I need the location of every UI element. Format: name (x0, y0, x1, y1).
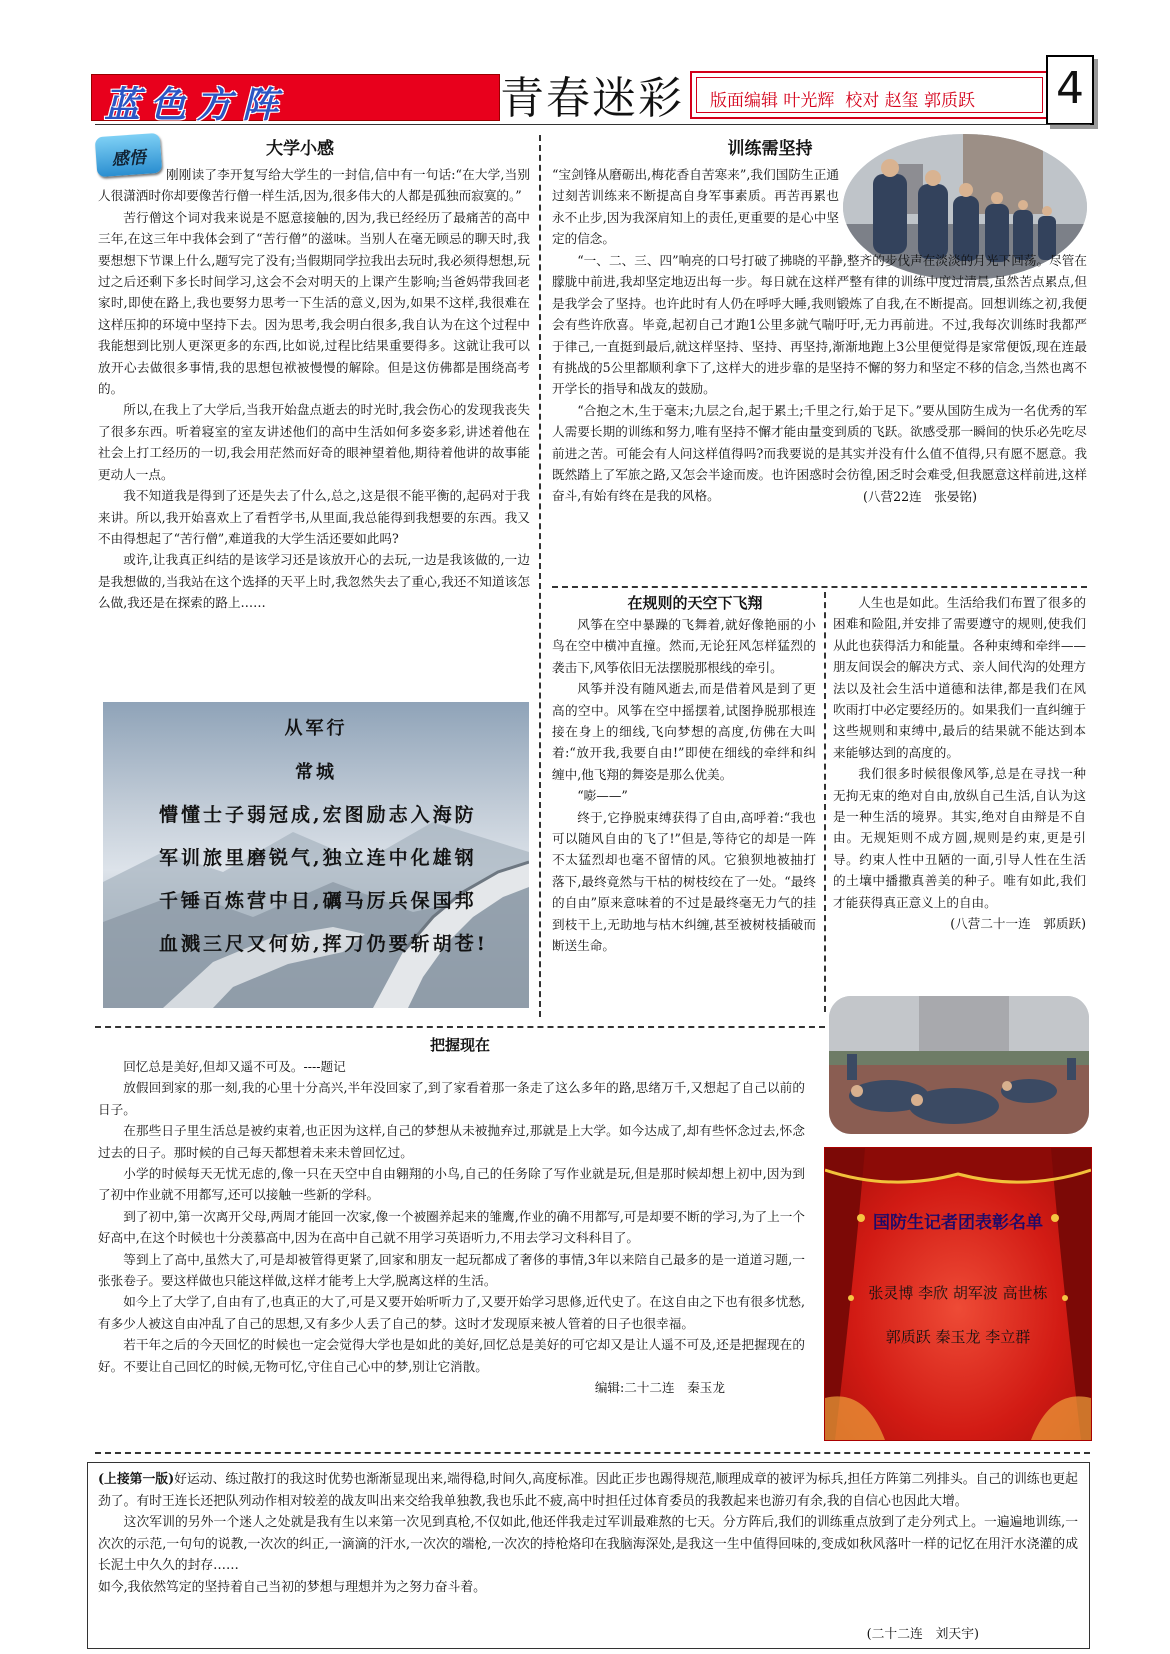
article1-title: 大学小感 (266, 139, 334, 159)
paragraph: 我们很多时候很像风筝,总是在寻找一种无拘无束的绝对自由,放纵自己生活,自认为这是一种生活的境界。其实,绝对自由辩是不自由。无规矩则不成方圆,规则是约束,更是引导。约束人性中丑陋的一面,引导人性在生活的土壤中播撒真善美的种子。唯有如此,我们才能获得真正意义上的自由。 (833, 766, 1086, 910)
paragraph: 人生也是如此。生活给我们布置了很多的困难和险阻,并安排了需要遵守的规则,使我们从此也获得活力和能量。各种束缚和牵绊——朋友间误会的解决方式、亲人间代沟的处理方法以及社会生活中道德和法律,都是我们在风吹雨打中必定要经历的。如果我们一直纠缠于这些规则和束缚中,最后的结果就不能达到本来能够达到的高度的。 (833, 595, 1086, 760)
article4-title: 把握现在 (429, 1036, 490, 1054)
section-divider (552, 586, 1087, 588)
paragraph: 如今上了大学了,自由有了,也真正的大了,可是又要开始听听力了,又要开始学习思修,近代史了。在这自由之下也有很多忧愁,有多少人被这自由冲乱了自己的思想,又有多少人丢了自己的梦。这时才发现原来被人管着的日子也很幸福。 (98, 1294, 805, 1331)
article3-col2 (833, 592, 1086, 935)
page-number: 4 (1056, 63, 1084, 114)
header-credits-box (690, 71, 1049, 119)
paragraph: 刚刚读了李开复写给大学生的一封信,信中有一句话:“在大学,当别人很潇洒时你却要像苦行僧一样生活,因为,很多伟大的人都是孤独而寂寞的。” (98, 167, 530, 204)
section-divider (95, 1452, 1090, 1454)
paragraph: 在那些日子里生活总是被约束着,也正因为这样,自己的梦想从未被抛弃过,那就是上大学。如今达成了,却有些怀念过去,怀念过去的日子。那时候的自己每天都想着未来未曾回忆过。 (98, 1123, 805, 1160)
paragraph: 终于,它挣脱束缚获得了自由,高呼着:“我也可以随风自由的飞了!”但是,等待它的却是一阵不太猛烈却也毫不留情的风。它狼狈地被抽打落下,最终竟然与干枯的树枝绞在了一处。“最终的自由”原来意味着的不过是最终毫无力气的挂到枝干上,无助地与枯木纠缠,甚至被树枝插破而断送生命。 (552, 809, 816, 954)
article3-title: 在规则的天空下飞翔 (627, 594, 763, 612)
paragraph: 小学的时候每天无忧无虑的,像一只在天空中自由翱翔的小鸟,自己的任务除了写作业就是玩,但是那时候却想上初中,因为到了初中作业就不用都写,还可以接触一些新的学科。 (98, 1166, 805, 1203)
poem-author: 常城 (295, 762, 337, 783)
paragraph: 或许,让我真正纠结的是该学习还是该放开心的去玩,一边是我该做的,一边是我想做的,当我站在这个选择的天平上时,我忽然失去了重心,我还不知道该怎么做,我还是在探索的路上…… (98, 552, 530, 611)
poem-title: 从军行 (284, 718, 348, 739)
continued-body (98, 1469, 1078, 1599)
exercise-photo (829, 996, 1089, 1134)
poem-line: 懵懂士子弱冠成,宏图励志入海防 (159, 804, 477, 826)
article2-body (552, 250, 1087, 507)
paragraph: (上接第一版)好运动、练过散打的我这时优势也渐渐显现出来,端得稳,时间久,高度标准。因此正步也踢得规范,顺理成章的被评为标兵,担任方阵第二列排头。自己的训练也更起劲了。有时王连长还把队列动作相对较差的战友叫出来交给我单独教,我也乐此不疲,高中时担任过体育委员的我教起来也游刃有余,我的自信心也因此大增。 (98, 1472, 1078, 1509)
paragraph: 等到上了高中,虽然大了,可是却被管得更紧了,回家和朋友一起玩都成了奢侈的事情,3年以来陪自己最多的是一道道习题,一张张卷子。要这样做也只能这样做,这样才能考上大学,脱离这样的生活。 (98, 1251, 805, 1289)
paragraph: “宝剑锋从磨砺出,梅花香自苦寒来”,我们国防生正通过刻苦训练来不断提高自身军事素质。再苦再累也永不止步,因为我深肩知上的责任,更重要的是心中坚定的信念。 (552, 167, 839, 247)
paragraph: 所以,在我上了大学后,当我开始盘点逝去的时光时,我会伤心的发现我丧失了很多东西。听着寝室的室友讲述他们的高中生活如何多姿多彩,讲述着他在社会上打工经历的一切,我会用茫然而好奇的眼神望着他,期待着他讲的故事能更动人一点。 (98, 402, 530, 482)
honor-title: 国防生记者团表彰名单 (873, 1213, 1043, 1233)
paragraph: 若干年之后的今天回忆的时候也一定会觉得大学也是如此的美好,回忆总是美好的可它却又是让人遥不可及,还是把握现在的好。不要让自己回忆的时候,无物可忆,守住自己心中的梦,别让它消散。 (98, 1337, 805, 1374)
header-left-banner (91, 74, 500, 126)
paragraph: 放假回到家的那一刻,我的心里十分高兴,半年没回家了,到了家看着那一条走了这么多年的路,思绪万千,又想起了自己以前的日子。 (98, 1080, 805, 1117)
paragraph: 这次军训的另外一个迷人之处就是我有生以来第一次见到真枪,不仅如此,他还伴我走过军训最难熬的七天。分方阵后,我们的训练重点放到了走分列式上。一遍遍地训练,一次次的示范,一句句的说教,一次次的纠正,一滴滴的汗水,一次次的端枪,一次次的持枪烙印在我脑海深处,是我这一生中值得回味的,变成如秋风落叶一样的记忆在用汗水浇灌的成长泥土中久久的封存…… (98, 1515, 1078, 1574)
continued-label: (上接第一版) (98, 1472, 175, 1487)
section-name: 蓝色方阵 (104, 84, 289, 126)
column-divider (539, 135, 541, 1017)
page-number-box (1046, 55, 1094, 125)
editor-credits: 版面编辑 叶光辉 校对 赵玺 郭质跃 (710, 91, 976, 111)
badge-gan-wu: 感悟 (95, 133, 163, 177)
paragraph: 我不知道我是得到了还是失去了什么,总之,这是很不能平衡的,起码对于我来讲。所以,我开始喜欢上了看哲学书,从里面,我总能得到我想要的东西。我又不由得想起了“苦行僧”,难道我的大学生活还要如此吗? (98, 488, 530, 546)
continued-signature: (二十二连 刘天宇) (866, 1627, 979, 1642)
poem-line: 军训旅里磨锐气,独立连中化雄钢 (159, 847, 477, 869)
continued-box (87, 1462, 1090, 1649)
article3-signature: (八营二十一连 郭质跃) (950, 916, 1086, 932)
article4-signature: 编辑:二十二连 秦玉龙 (594, 1380, 725, 1396)
soldiers-exercise-photo (829, 996, 1089, 1134)
article2-body-top (552, 164, 839, 250)
header-divider (95, 124, 1090, 125)
paragraph: 苦行僧这个词对我来说是不愿意接触的,因为,我已经经历了最痛苦的高中三年,在这三年中我体会到了“苦行僧”的滋味。当别人在毫无顾忌的聊天时,我要想想下节课上什么,题写完了没有;当假期同学拉我出去玩时,我必须得想想,玩过之后还剩下多长时间学习,这会不会对明天的上课产生影响;当爸妈带我回老家时,即使在路上,我也要努力思考一下生活的意义,因为,如果不这样,我很难在这样压抑的环境中坚持下去。因为思考,我会明白很多,我自认为在这个过程中我能想到比别人更深更多的东西,比如说,过程比结果重要得多。这就让我可以放开心去做很多事情,我的思想包袱被慢慢的解除。但是这仿佛都是围绕高考的。 (98, 209, 530, 397)
honor-names-row2: 郭质跃 秦玉龙 李立群 (885, 1328, 1031, 1346)
paragraph: “一、二、三、四”响亮的口号打破了拂晓的平静,整齐的步伐声在淡淡的月光下回荡。尽管在朦胧中前进,我却坚定地迈出每一步。每日就在这样严整有律的训练中度过清晨,虽然苦点累点,但是我学会了坚持。也许此时有人仍在呼呼大睡,我则锻炼了自我,在不断提高。回想训练之初,我便会有些许欣喜。毕竟,起初自己才跑1公里多就气喘吁吁,无力再前进。不过,我每次训练时我都严于律己,一直挺到最后,就这样坚持、坚持、再坚持,渐渐地跑上3公里便觉得是家常便饭,现在连最有挑战的5公里都顺利拿下了,这样大的进步靠的是坚持不懈的努力和坚定不移的信念,当然也离不开学长的指导和战友的鼓励。 (552, 253, 1087, 397)
article2-title: 训练需坚持 (727, 139, 813, 159)
poem-line: 血溅三尺又何妨,挥刀仍要斩胡苍! (159, 933, 488, 955)
paragraph: 回忆总是美好,但却又遥不可及。----题记 (123, 1059, 346, 1074)
article4-body (98, 1056, 805, 1399)
column-divider (824, 592, 826, 1012)
paragraph: “嘭——” (577, 788, 628, 804)
paragraph: “合抱之木,生于毫末;九层之台,起于累土;千里之行,始于足下。”要从国防生成为一名优秀的军人需要长期的训练和努力,唯有坚持不懈才能由量变到质的飞跃。欲感受那一瞬间的快乐必先吃尽前进之苦。可能会有人问这样值得吗?而我要说的是其实并没有什么值不值得,只有愿不愿意。我既然踏上了军旅之路,又怎会半途而废。也许困惑时会彷徨,困乏时会难受,但我愿意这样前进,这样奋斗,有始有终在是我的风格。 (552, 402, 1087, 504)
paragraph: 风筝并没有随风逝去,而是借着风是到了更高的空中。风筝在空中摇摆着,试图挣脱那根连接在身上的细线,飞向梦想的高度,仿佛在大叫着:“放开我,我要自由!”即使在细线的牵绊和纠缠中,他飞翔的舞姿是那么优美。 (552, 681, 816, 782)
poem-line: 千锤百炼营中日,礪马厉兵保国邦 (159, 890, 477, 912)
article3-col1 (552, 614, 816, 957)
section-divider (95, 1026, 825, 1028)
article1-body (98, 164, 530, 614)
page-title: 青春迷彩 (500, 73, 684, 124)
poem-panel (103, 702, 529, 1008)
paragraph: 到了初中,第一次离开父母,两周才能回一次家,像一个被圈养起来的雏鹰,作业的确不用都写,可是却要不断的学习,为了上一个好高中,在这个时候也十分羡慕高中,因为在高中自己就不用学习英语听力,不用去学习文科科目了。 (98, 1208, 805, 1246)
article2-signature: (八营22连 张晏铭) (862, 488, 977, 504)
paragraph: 风筝在空中暴躁的飞舞着,就好像艳丽的小鸟在空中横冲直撞。然而,无论狂风怎样猛烈的袭击下,风筝依旧无法摆脱那根线的牵引。 (552, 617, 816, 675)
honor-names-row1: 张灵博 李欣 胡军波 高世栋 (868, 1284, 1048, 1302)
paragraph: 如今,我依然笃定的坚持着自己当初的梦想与理想并为之努力奋斗着。 (98, 1579, 486, 1595)
honor-list-panel (824, 1147, 1092, 1441)
